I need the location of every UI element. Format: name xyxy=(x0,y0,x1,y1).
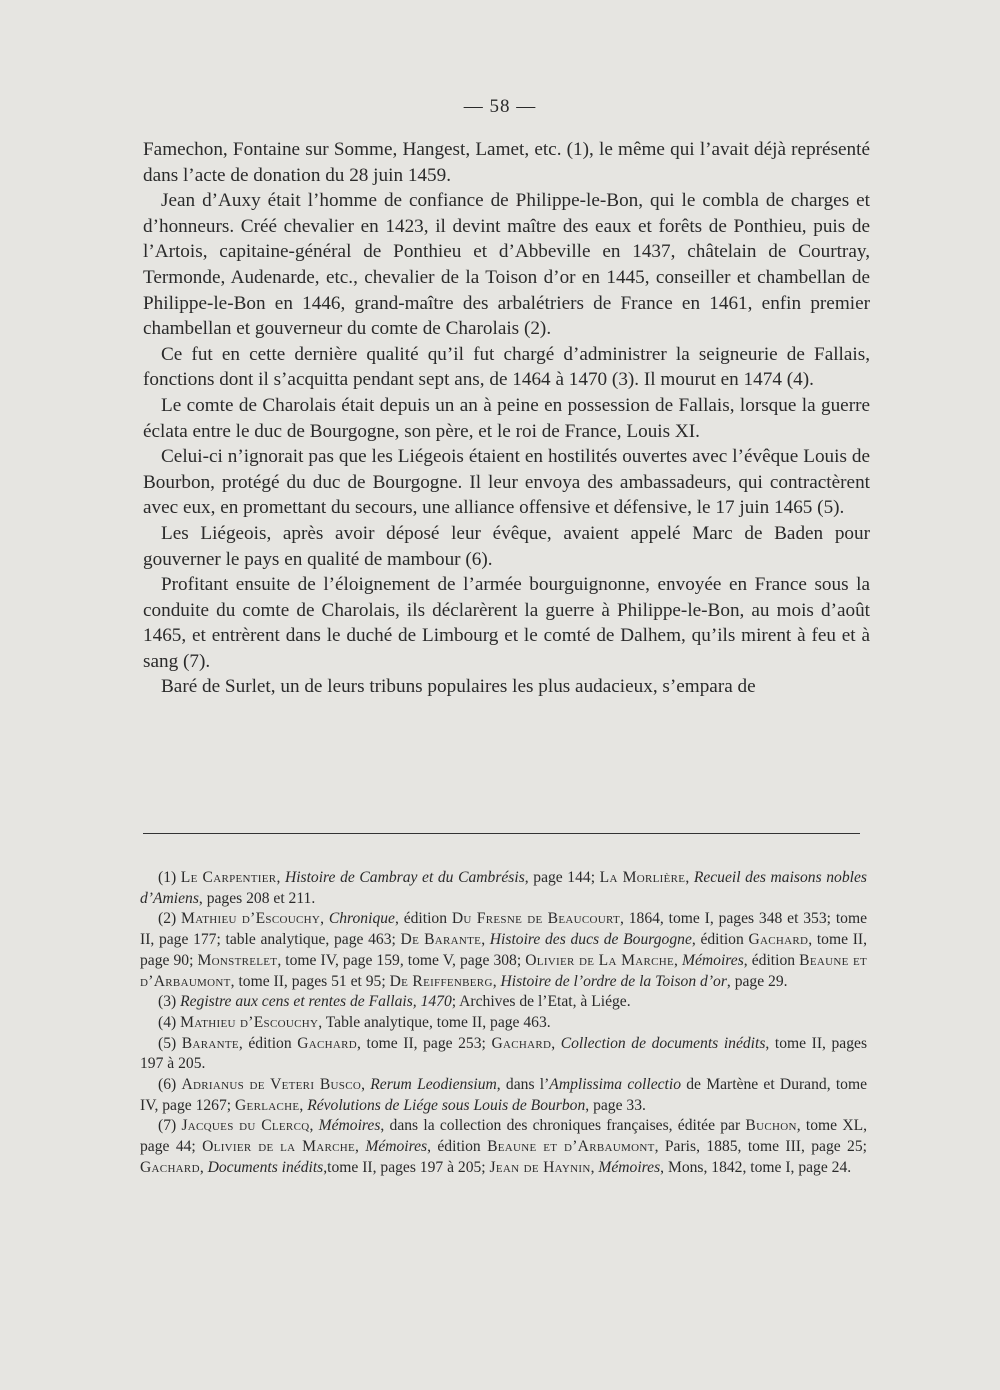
fn-part: , xyxy=(299,1096,308,1114)
fn-author: Gerlache xyxy=(235,1096,300,1114)
fn-part: , xyxy=(320,910,329,928)
fn-part: , page 29. xyxy=(726,972,788,990)
paragraph: Jean d’Auxy était l’homme de confiance de Philippe-le-Bon, qui le combla de charges et d’honneurs. Créé chevalier en 1423, il devint maître des eaux et forêts de Ponthieu, puis de l’Artois, capitaine-général de Ponthieu et d’Abbeville en 1437, châtelain de Courtray, Termonde, Audenarde, etc., chevalier de la Toison d’or en 1445, conseiller et chambellan de Philippe-le-Bon en 1446, grand-maître des arbalétriers de France en 1461, enfin premier chambellan et gouverneur du comte de Charolais (2). xyxy=(143,190,870,340)
fn-author: De Barante xyxy=(400,931,482,949)
fn-author: Monstrelet xyxy=(197,951,278,969)
fn-author: Olivier de la Marche xyxy=(202,1138,356,1156)
fn-title: Chronique xyxy=(328,910,395,928)
fn-part: (4) xyxy=(158,1013,181,1031)
fn-part: , tome II, pages 197 à 205. xyxy=(140,1034,868,1073)
fn-part: , tome II, pages 51 et 95; xyxy=(230,972,390,990)
fn-part: , xyxy=(590,1158,599,1176)
fn-title: Mémoires xyxy=(598,1158,661,1176)
fn-title: Mémoires xyxy=(365,1138,428,1156)
fn-author: Jacques du Clercq xyxy=(181,1117,310,1135)
fn-part: , tome II, page 253; xyxy=(357,1034,492,1052)
fn-author: Le Carpentier xyxy=(180,869,277,886)
page-number: — 58 — xyxy=(463,96,537,117)
paragraph: Profitant ensuite de l’éloignement de l’armée bourguignonne, envoyée en France sous la conduite du comte de Charolais, ils déclarèrent la guerre à Philippe-le-Bon, au mois d’août 1465, et entrèrent dans le duché de Limbourg et le comté de Dalhem, qu’ils mirent à feu et à sang (7). xyxy=(143,574,870,672)
fn-title: Histoire de Cambray et du Cambrésis xyxy=(284,869,525,886)
fn-part: , édition xyxy=(743,951,800,969)
fn-part: (2) xyxy=(158,910,182,928)
paragraph: Les Liégeois, après avoir déposé leur évêque, avaient appelé Marc de Baden pour gouverner le pays en qualité de mambour (6). xyxy=(143,522,870,570)
footnote-5 xyxy=(140,1034,867,1075)
main-text xyxy=(143,137,870,700)
fn-part: (3) xyxy=(158,993,181,1011)
fn-part: , xyxy=(685,869,694,886)
fn-author: De Reiffenberg xyxy=(389,972,493,990)
fn-title: Histoire de l’ordre de la Toison d’or xyxy=(500,972,727,990)
fn-part: , xyxy=(199,1158,208,1176)
fn-part: , xyxy=(361,1076,371,1094)
fn-author: Barante xyxy=(181,1034,239,1052)
footnote-separator xyxy=(143,833,860,834)
fn-author: Gachard xyxy=(297,1034,358,1052)
footnote-1 xyxy=(140,868,867,909)
footnote-3 xyxy=(140,992,867,1013)
fn-author: La Morlière xyxy=(599,869,686,886)
fn-author: Mathieu d’Escouchy xyxy=(180,1013,319,1031)
fn-part: , xyxy=(309,1117,319,1135)
paragraph: Famechon, Fontaine sur Somme, Hangest, Lamet, etc. (1), le même qui l’avait déjà représenté dans l’acte de donation du 28 juin 1459. xyxy=(143,139,870,186)
fn-title: Histoire des ducs de Bourgogne xyxy=(489,931,692,949)
fn-part: ; Archives de l’Etat, à Liége. xyxy=(451,993,631,1011)
fn-part: , xyxy=(481,931,490,949)
fn-part: (7) xyxy=(158,1117,182,1135)
fn-title: Mémoires xyxy=(682,951,744,969)
fn-author: Gachard xyxy=(491,1034,552,1052)
fn-part: , tome XL, page 44; xyxy=(140,1117,868,1156)
fn-part: (5) xyxy=(158,1034,182,1052)
fn-title: Recueil des maisons nobles d’Amiens xyxy=(140,869,867,907)
fn-part: (1) xyxy=(158,869,181,886)
fn-part: , Mons, 1842, tome I, page 24. xyxy=(660,1158,852,1176)
fn-author: Beaune et d’Arbaumont xyxy=(487,1138,655,1156)
fn-title: Registre aux cens et rentes de Fallais, 1470 xyxy=(180,993,452,1011)
footnote-6 xyxy=(140,1075,867,1116)
fn-part: , xyxy=(355,1138,366,1156)
fn-part: , dans la collection des chroniques françaises, éditée par xyxy=(380,1117,746,1135)
fn-part: , édition xyxy=(691,931,749,949)
fn-part: , Table analytique, tome II, page 463. xyxy=(318,1013,551,1031)
fn-part: , 1864, tome I, pages 348 et 353; tome II, page 177; table analytique, page 463; xyxy=(140,910,867,949)
fn-part: , édition xyxy=(427,1138,488,1156)
fn-title: Documents inédits xyxy=(207,1158,324,1176)
paragraph: Baré de Surlet, un de leurs tribuns populaires les plus audacieux, s’empara de xyxy=(161,676,756,698)
fn-title: Collection de documents inédits xyxy=(560,1034,766,1052)
paragraph: Ce fut en cette dernière qualité qu’il fut chargé d’administrer la seigneurie de Fallais, fonctions dont il s’acquitta pendant sept ans, de 1464 à 1470 (3). Il mourut en 1474 (4). xyxy=(143,343,870,391)
fn-part: , édition xyxy=(394,910,452,928)
fn-author: Jean de Haynin xyxy=(489,1158,591,1176)
footnotes xyxy=(140,868,867,1179)
fn-part: , page 144; xyxy=(524,869,600,886)
fn-part: , xyxy=(276,869,285,886)
fn-part: , xyxy=(492,972,501,990)
fn-author: Buchon xyxy=(745,1117,797,1135)
fn-author: Olivier de La Marche xyxy=(525,951,675,969)
fn-title: Révolutions de Liége sous Louis de Bourbon xyxy=(307,1096,586,1114)
fn-author: Gachard xyxy=(140,1158,200,1176)
fn-title: Mémoires xyxy=(318,1117,381,1135)
fn-part: , pages 208 et 211. xyxy=(198,889,316,907)
paragraph: Celui-ci n’ignorait pas que les Liégeois étaient en hostilités ouvertes avec l’évêque Louis de Bourbon, protégé du duc de Bourgogne. Il leur envoya des ambassadeurs, qui contractèrent avec eux, en promettant du secours, une alliance offensive et défensive, le 17 juin 1465 (5). xyxy=(143,446,870,519)
fn-author: Mathieu d’Escouchy xyxy=(181,910,321,928)
fn-author: Du Fresne de Beaucourt xyxy=(451,910,620,928)
fn-part: , Paris, 1885, tome III, page 25; xyxy=(654,1138,867,1156)
footnote-2 xyxy=(140,909,867,992)
footnote-4 xyxy=(140,1013,867,1034)
fn-part: , xyxy=(674,951,682,969)
fn-part: (6) xyxy=(158,1076,182,1094)
fn-author: Gachard xyxy=(748,931,809,949)
fn-part: , xyxy=(551,1034,561,1052)
fn-author: Adrianus de Veteri Busco xyxy=(181,1076,362,1094)
fn-part: , édition xyxy=(238,1034,298,1052)
footnote-7 xyxy=(140,1116,867,1178)
fn-part: de Martène et Durand, tome IV, page 1267; xyxy=(140,1076,868,1114)
fn-part: , dans l’ xyxy=(496,1076,550,1094)
fn-part: , page 33. xyxy=(585,1096,646,1114)
fn-part: , tome IV, page 159, tome V, page 308; xyxy=(277,951,526,969)
paragraph: Le comte de Charolais était depuis un an à peine en possession de Fallais, lorsque la guerre éclata entre le duc de Bourgogne, son père, et le roi de France, Louis XI. xyxy=(143,394,870,442)
fn-title: Amplissima collectio xyxy=(549,1076,682,1094)
fn-author: Beaune et d’Arbaumont xyxy=(140,951,867,990)
fn-part: , tome II, page 90; xyxy=(140,931,867,969)
fn-title: Rerum Leodiensium xyxy=(370,1076,497,1094)
fn-part: ,tome II, pages 197 à 205; xyxy=(323,1158,490,1176)
